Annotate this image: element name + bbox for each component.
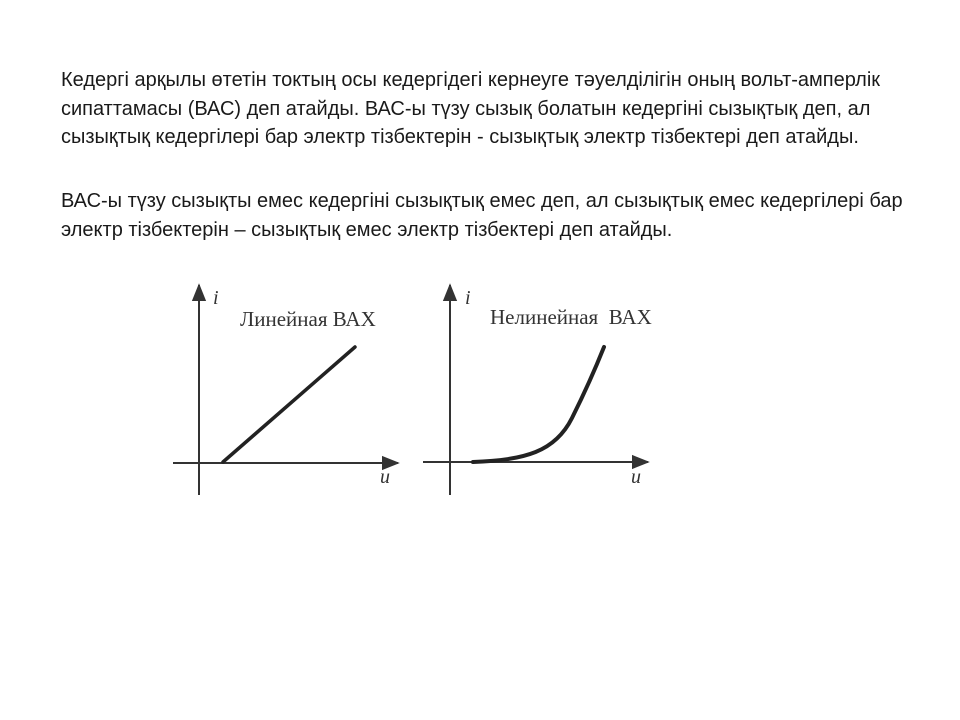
linear-vac-title: Линейная ВАХ [240,307,376,331]
nonlinear-vac-curve [473,347,604,462]
nonlinear-vac-diagram [423,285,652,495]
nonlinear-x-axis-label: u [631,466,641,488]
linear-vac-diagram [173,285,398,495]
linear-vac-curve [223,347,355,462]
nonlinear-y-axis-label: i [465,287,471,309]
paragraph-definition-vac: Кедергі арқылы өтетін токтың осы кедергідегі кернеуге тәуелділігін оның вольт-амперлік сипаттамасы (ВАС) деп атайды. ВАС-ы түзу сызық болатын кедергіні сызықтық деп, ал сызықтық кедергілері бар электр тізбектерін - сызықтық электр тізбектері деп атайды. [61,69,881,148]
nonlinear-vac-title: Нелинейная ВАХ [490,305,652,329]
linear-x-axis-label: u [380,466,390,488]
linear-y-axis-label: i [213,287,219,309]
paragraph-definition-nonlinear: ВАС-ы түзу сызықты емес кедергіні сызықтық емес деп, ал сызықтық емес кедергілері бар электр тізбектерін – сызықтық емес электр тізбектері деп атайды. [61,190,903,241]
